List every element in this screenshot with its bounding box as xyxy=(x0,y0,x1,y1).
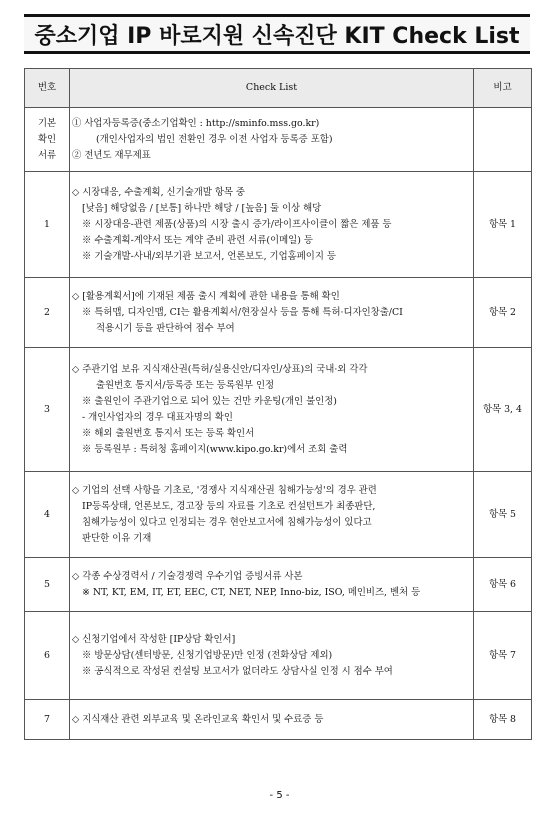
row-content xyxy=(70,348,474,472)
row-note: 항목 1 xyxy=(474,172,532,278)
row-number: 7 xyxy=(25,700,70,740)
table-row xyxy=(25,172,532,278)
content-line: (개인사업자의 법인 전환인 경우 이전 사업자 등록증 포함) xyxy=(96,133,333,145)
page-title: 중소기업 IP 바로지원 신속진단 KIT Check List xyxy=(34,23,520,49)
row-content xyxy=(70,172,474,278)
content-line: ※ 수출계획-계약서 또는 계약 준비 관련 서류(이메일) 등 xyxy=(82,234,313,246)
table-row xyxy=(25,348,532,472)
row-number: 1 xyxy=(25,172,70,278)
header-checklist: Check List xyxy=(70,69,474,108)
content-line: ◇ 지식재산 관련 외부교육 및 온라인교육 확인서 및 수료증 등 xyxy=(72,713,324,725)
row-category xyxy=(25,108,70,172)
row-number: 2 xyxy=(25,278,70,348)
table-row xyxy=(25,612,532,700)
row-note: 항목 2 xyxy=(474,278,532,348)
row-content xyxy=(70,472,474,558)
title-banner xyxy=(24,14,530,54)
content-line: ◇ 기업의 선택 사항을 기초로, '경쟁사 지식재산권 침해가능성'의 경우 관련 xyxy=(72,484,377,496)
content-line: ◇ 신청기업에서 작성한 [IP상담 확인서] xyxy=(72,633,236,645)
content-line: ※ NT, KT, EM, IT, ET, EEC, CT, NET, NEP, Inno-biz, ISO, 메인비즈, 벤처 등 xyxy=(82,586,421,598)
content-line: ※ 기술개발-사내/외부기관 보고서, 언론보도, 기업홈페이지 등 xyxy=(82,250,336,262)
table-row xyxy=(25,472,532,558)
row-number: 6 xyxy=(25,612,70,700)
row-content xyxy=(70,108,474,172)
content-line: ◇ 주관기업 보유 지식재산권(특허/실용신안/디자인/상표)의 국내·외 각각 xyxy=(72,363,368,375)
row-content xyxy=(70,700,474,740)
content-line: ※ 출원인이 주관기업으로 되어 있는 건만 카운팅(개인 불인정) xyxy=(82,395,337,407)
table-row xyxy=(25,700,532,740)
row-note: 항목 7 xyxy=(474,612,532,700)
row-note: 항목 5 xyxy=(474,472,532,558)
content-line: 침해가능성이 있다고 인정되는 경우 현안보고서에 침해가능성이 있다고 xyxy=(82,516,372,528)
table-header-row xyxy=(25,69,532,108)
table-row xyxy=(25,108,532,172)
content-line: ※ 시장대응-관련 제품(상품)의 시장 출시 증가/라이프사이클이 짧은 제품 등 xyxy=(82,218,392,230)
page-number: - 5 - xyxy=(269,790,290,801)
table-row xyxy=(25,278,532,348)
content-line: [낮음] 해당없음 / [보통] 하나만 해당 / [높음] 둘 이상 해당 xyxy=(82,202,322,214)
content-line: - 개인사업자의 경우 대표자명의 확인 xyxy=(82,411,233,423)
content-line: IP등록상태, 언론보도, 경고장 등의 자료를 기초로 컨설턴트가 최종판단, xyxy=(82,500,376,512)
row-note xyxy=(474,108,532,172)
row-number: 5 xyxy=(25,558,70,612)
row-note: 항목 8 xyxy=(474,700,532,740)
row-number: 3 xyxy=(25,348,70,472)
checklist-table xyxy=(24,68,532,740)
content-line: ◇ 각종 수상경력서 / 기술경쟁력 우수기업 증빙서류 사본 xyxy=(72,570,303,582)
content-line: ◇ [활용계획서]에 기재된 제품 출시 계획에 관한 내용을 통해 확인 xyxy=(72,290,340,302)
content-line: ※ 해외 출원번호 통지서 또는 등록 확인서 xyxy=(82,427,255,439)
table-row xyxy=(25,558,532,612)
content-line: 출원번호 통지서/등록증 또는 등록원부 인정 xyxy=(96,379,275,391)
row-content xyxy=(70,278,474,348)
row-note: 항목 6 xyxy=(474,558,532,612)
category-line: 기본 xyxy=(37,117,57,129)
category-line: 확인 xyxy=(37,133,57,145)
header-number: 번호 xyxy=(25,69,70,108)
content-line: 판단한 이유 기재 xyxy=(82,532,152,544)
content-line: ◇ 시장대응, 수출계획, 신기술개발 항목 중 xyxy=(72,186,245,198)
row-number: 4 xyxy=(25,472,70,558)
content-line: ※ 특허맵, 디자인맵, CI는 활용계획서/현장실사 등을 통해 특허·디자인창출/CI xyxy=(82,306,403,318)
header-note: 비고 xyxy=(474,69,532,108)
content-line: ※ 등록원부 : 특허청 홈페이지(www.kipo.go.kr)에서 조회 출력 xyxy=(82,443,348,455)
row-note: 항목 3, 4 xyxy=(474,348,532,472)
content-line: ※ 공식적으로 작성된 컨설팅 보고서가 없더라도 상담사실 인정 시 점수 부여 xyxy=(82,665,393,677)
content-line: ① 사업자등록증(중소기업확인 : http://sminfo.mss.go.kr) xyxy=(72,117,320,129)
category-line: 서류 xyxy=(37,149,57,161)
content-line: ② 전년도 재무제표 xyxy=(72,149,151,161)
row-content xyxy=(70,558,474,612)
row-content xyxy=(70,612,474,700)
content-line: 적용시기 등을 판단하여 점수 부여 xyxy=(96,322,235,334)
content-line: ※ 방문상담(센터방문, 신청기업방문)만 인정 (전화상담 제외) xyxy=(82,649,333,661)
